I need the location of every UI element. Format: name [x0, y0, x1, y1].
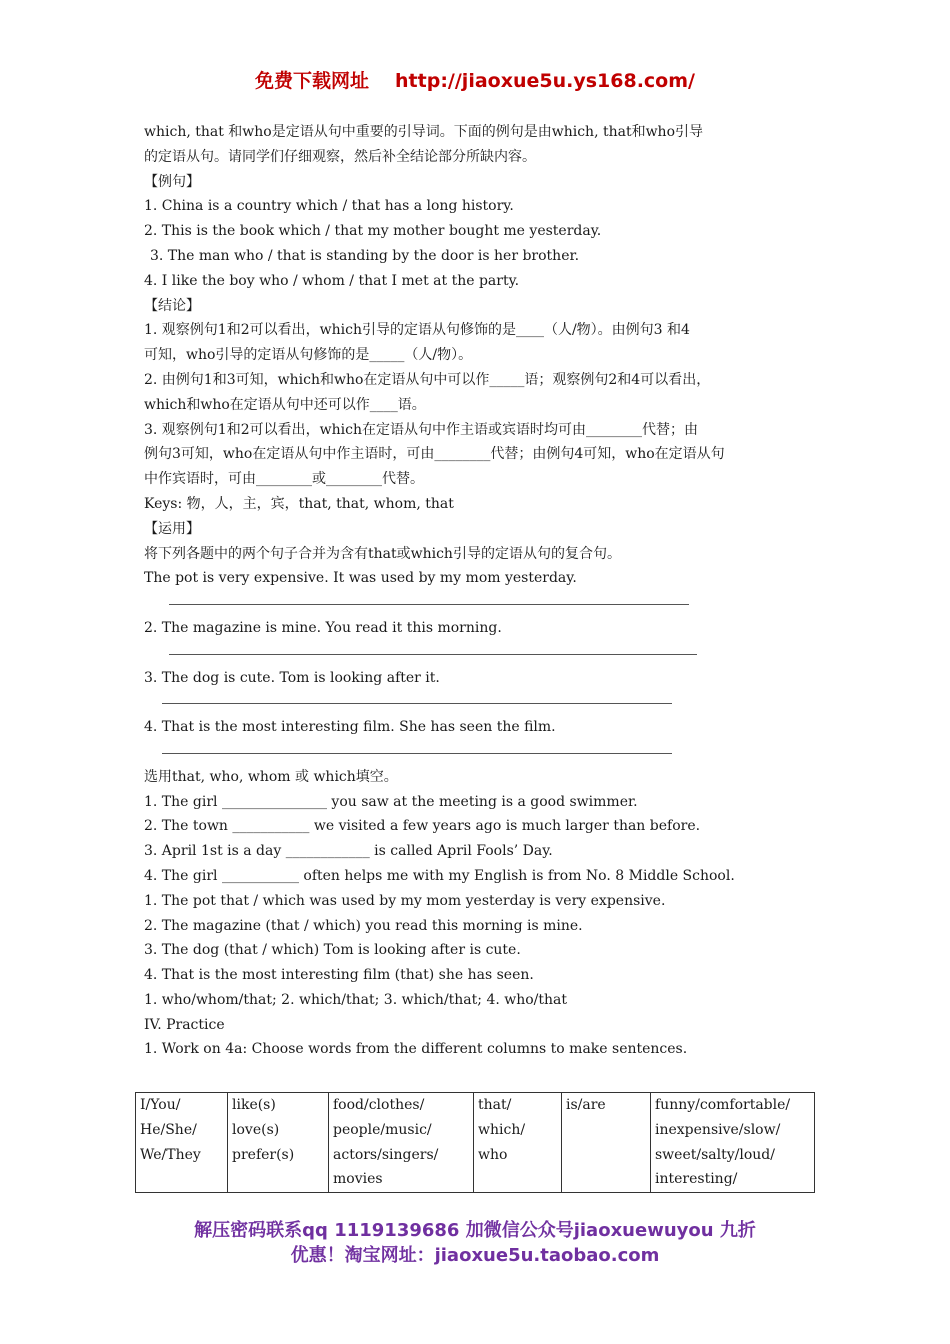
- answer-2: 2. The magazine (that / which) you read this morning is mine.: [144, 917, 583, 934]
- fill-item-4: 4. The girl ___________ often helps me with my English is from No. 8 Middle School.: [144, 867, 735, 884]
- practice-heading: IV. Practice: [144, 1016, 225, 1033]
- header-url-link[interactable]: http://jiaoxue5u.ys168.com/: [395, 70, 695, 92]
- conclusion-line-4: which和who在定语从句中还可以作____语。: [144, 396, 426, 413]
- header-label: 免费下载网址: [255, 70, 370, 92]
- cell-line: who: [478, 1146, 508, 1163]
- answer-keys: 1. who/whom/that; 2. which/that; 3. which/that; 4. who/that: [144, 991, 568, 1008]
- intro-line-1: which, that 和who是定语从句中重要的引导词。下面的例句是由which, that和who引导: [144, 124, 704, 140]
- example-2: 2. This is the book which / that my mother bought me yesterday.: [144, 223, 602, 240]
- adjective-column: [651, 1093, 815, 1193]
- conclusion-line-3: 2. 由例句1和3可知，which和who在定语从句中可以作_____语；观察例句2和4可以看出，: [144, 371, 711, 388]
- cell-line: prefer(s): [232, 1146, 295, 1163]
- example-3: 3. The man who / that is standing by the door is her brother.: [150, 247, 580, 264]
- cell-line: He/She/: [140, 1121, 197, 1138]
- cell-line: We/They: [140, 1146, 201, 1163]
- example-1: 1. China is a country which / that has a long history.: [144, 198, 514, 215]
- conclusion-line-1: 1. 观察例句1和2可以看出，which引导的定语从句修饰的是____（人/物）。由例句3 和4: [144, 322, 690, 339]
- application-item-2: 2. The magazine is mine. You read it this morning.: [144, 619, 502, 636]
- document-body: [144, 120, 816, 1062]
- cell-line: actors/singers/: [333, 1146, 439, 1163]
- application-heading: 【运用】: [144, 520, 200, 537]
- answer-3: 3. The dog (that / which) Tom is looking after is cute.: [144, 942, 521, 959]
- conclusion-line-7: 中作宾语时，可由________或________代替。: [144, 471, 424, 488]
- cell-line: is/are: [566, 1097, 606, 1113]
- conclusion-line-6: 例句3可知，who在定语从句中作主语时，可由________代替；由例句4可知，who在定语从句: [144, 446, 725, 463]
- cell-line: food/clothes/: [333, 1097, 425, 1113]
- application-item-3: 3. The dog is cute. Tom is looking after it.: [144, 669, 440, 686]
- practice-task: 1. Work on 4a: Choose words from the different columns to make sentences.: [144, 1041, 688, 1058]
- cell-line: movies: [333, 1171, 383, 1188]
- answer-1: 1. The pot that / which was used by my mom yesterday is very expensive.: [144, 892, 666, 909]
- fill-instruction: 选用that, who, whom 或 which填空。: [144, 768, 398, 785]
- word-columns-table: [135, 1092, 815, 1193]
- footer-line-2: 优惠！淘宝网址：jiaoxue5u.taobao.com: [290, 1245, 660, 1266]
- application-instruction: 将下列各题中的两个句子合并为含有that或which引导的定语从句的复合句。: [144, 545, 621, 562]
- answer-line-4: [144, 740, 816, 765]
- download-header: [0, 66, 950, 93]
- cell-line: sweet/salty/loud/: [655, 1146, 775, 1163]
- be-verb-column: [562, 1093, 651, 1193]
- fill-item-3: 3. April 1st is a day ____________ is called April Fools’ Day.: [144, 843, 553, 860]
- table-row: [136, 1093, 815, 1193]
- example-4: 4. I like the boy who / whom / that I met at the party.: [144, 272, 520, 289]
- examples-heading: 【例句】: [144, 173, 200, 190]
- conclusion-keys: Keys: 物，人，主，宾，that, that, whom, that: [144, 495, 454, 512]
- answer-line-1: [144, 591, 816, 616]
- cell-line: interesting/: [655, 1171, 738, 1188]
- verb-column: [228, 1093, 329, 1193]
- noun-column: [329, 1093, 474, 1193]
- conclusion-line-5: 3. 观察例句1和2可以看出，which在定语从句中作主语或宾语时均可由________代替；由: [144, 421, 698, 438]
- application-item-1: The pot is very expensive. It was used by my mom yesterday.: [144, 570, 577, 587]
- conclusion-heading: 【结论】: [144, 297, 200, 314]
- cell-line: inexpensive/slow/: [655, 1121, 781, 1138]
- cell-line: which/: [478, 1121, 526, 1138]
- cell-line: that/: [478, 1097, 512, 1113]
- answer-line-2: [144, 641, 816, 666]
- answer-line-3: [144, 690, 816, 715]
- cell-line: I/You/: [140, 1097, 181, 1113]
- intro-line-2: 的定语从句。请同学们仔细观察，然后补全结论部分所缺内容。: [144, 148, 536, 165]
- pronoun-column: [136, 1093, 228, 1193]
- footer-line-1: 解压密码联系qq 1119139686 加微信公众号jiaoxuewuyou 九折: [194, 1220, 756, 1241]
- cell-line: people/music/: [333, 1121, 432, 1138]
- contact-footer: [0, 1218, 950, 1268]
- cell-line: like(s): [232, 1097, 276, 1113]
- fill-item-1: 1. The girl _______________ you saw at the meeting is a good swimmer.: [144, 793, 638, 810]
- conclusion-line-2: 可知，who引导的定语从句修饰的是_____（人/物）。: [144, 347, 473, 364]
- relative-pronoun-column: [474, 1093, 562, 1193]
- application-item-4: 4. That is the most interesting film. She has seen the film.: [144, 719, 556, 736]
- cell-line: love(s): [232, 1121, 280, 1138]
- fill-item-2: 2. The town ___________ we visited a few years ago is much larger than before.: [144, 818, 701, 835]
- cell-line: funny/comfortable/: [655, 1097, 791, 1113]
- answer-4: 4. That is the most interesting film (that) she has seen.: [144, 967, 534, 984]
